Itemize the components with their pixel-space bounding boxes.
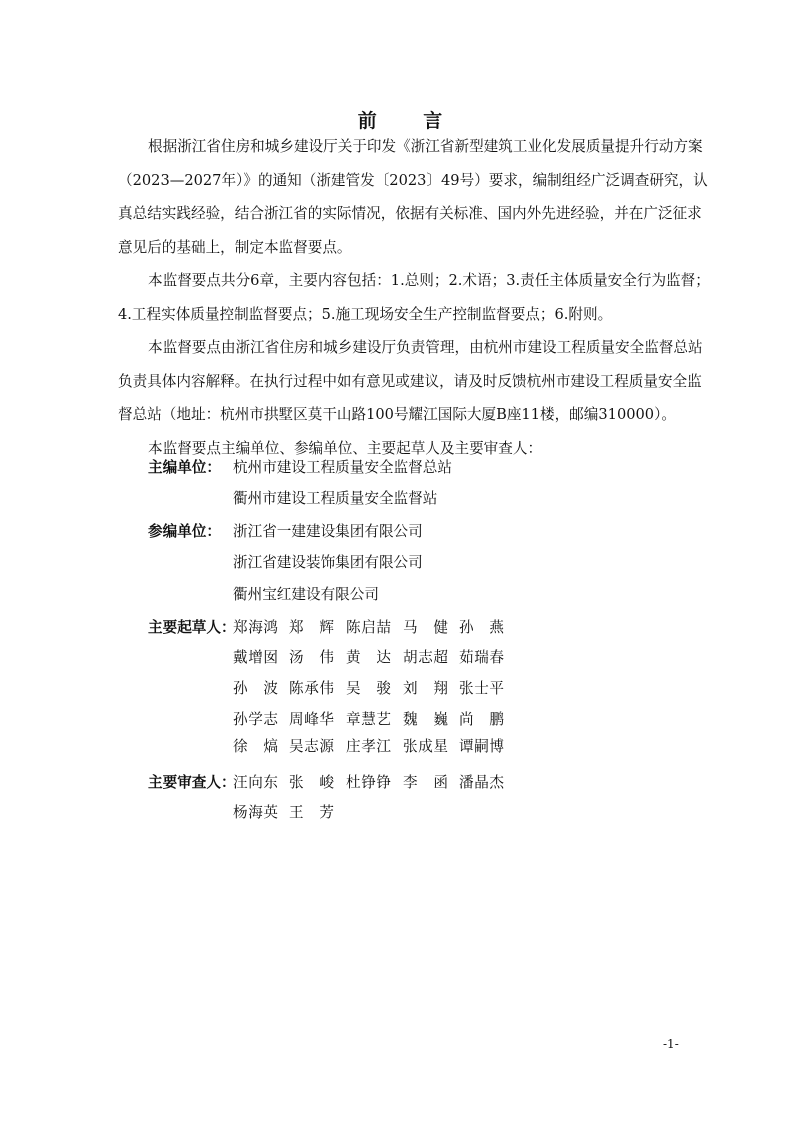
paragraph-line: 负责具体内容解释。在执行过程中如有意见或建议，请及时反馈杭州市建设工程质量安全监	[118, 372, 702, 390]
paragraph-line: 4.工程实体质量控制监督要点；5.施工现场安全生产控制监督要点；6.附则。	[118, 305, 613, 323]
drafters-label: 主要起草人：	[148, 619, 236, 636]
person-name: 杜铮铮	[346, 774, 391, 791]
person-name: 吴 骏	[346, 680, 391, 697]
paragraph-line: 意见后的基础上，制定本监督要点。	[118, 238, 352, 256]
chief_units-label: 主编单位：	[148, 459, 221, 476]
person-name: 胡志超	[403, 649, 448, 666]
person-name: 魏 巍	[403, 711, 448, 728]
person-name: 杨海英	[233, 804, 278, 821]
chief_units-item: 杭州市建设工程质量安全监督总站	[233, 459, 452, 476]
person-name: 张成星	[403, 738, 448, 755]
paragraph-line: 本监督要点主编单位、参编单位、主要起草人及主要审查人：	[148, 439, 543, 457]
person-name: 张士平	[459, 680, 504, 697]
person-name: 章慧艺	[346, 711, 391, 728]
participating_units-item: 浙江省一建建设集团有限公司	[233, 523, 423, 540]
paragraph-line: 本监督要点共分6章，主要内容包括：1.总则；2.术语；3.责任主体质量安全行为监督；	[148, 272, 710, 289]
person-name: 李 函	[403, 774, 448, 791]
person-name: 郑 辉	[289, 619, 334, 636]
person-name: 汤 伟	[289, 649, 334, 666]
person-name: 陈承伟	[289, 680, 334, 697]
person-name: 孙 波	[233, 680, 278, 697]
person-name: 孙学志	[233, 711, 278, 728]
page-title: 前 言	[357, 110, 463, 132]
person-name: 陈启喆	[346, 619, 391, 636]
person-name: 徐 熇	[233, 738, 278, 755]
paragraph-line: 真总结实践经验，结合浙江省的实际情况，依据有关标准、国内外先进经验，并在广泛征求	[118, 205, 702, 222]
chief_units-item: 衢州市建设工程质量安全监督站	[233, 490, 438, 507]
person-name: 孙 燕	[459, 619, 504, 636]
person-name: 吴志源	[289, 738, 334, 755]
person-name: 黄 达	[346, 649, 391, 666]
reviewers-label: 主要审查人：	[148, 774, 236, 791]
person-name: 戴增囡	[233, 649, 278, 666]
person-name: 谭嗣博	[459, 738, 504, 755]
paragraph-line: 根据浙江省住房和城乡建设厅关于印发《浙江省新型建筑工业化发展质量提升行动方案	[148, 138, 703, 155]
page-number: -1-	[663, 1037, 679, 1051]
person-name: 茹瑞春	[459, 649, 504, 666]
participating_units-item: 浙江省建设装饰集团有限公司	[233, 554, 423, 571]
person-name: 马 健	[403, 619, 448, 636]
paragraph-line: （2023—2027年）》的通知（浙建管发〔2023〕49号）要求，编制组经广泛调查研究，认	[118, 171, 708, 189]
person-name: 尚 鹏	[459, 711, 504, 728]
person-name: 周峰华	[289, 711, 334, 728]
person-name: 庄孝江	[346, 738, 391, 755]
person-name: 张 峻	[289, 774, 334, 791]
person-name: 汪向东	[233, 774, 278, 791]
participating_units-label: 参编单位：	[148, 523, 221, 540]
paragraph-line: 本监督要点由浙江省住房和城乡建设厅负责管理，由杭州市建设工程质量安全监督总站	[148, 339, 703, 356]
participating_units-item: 衢州宝红建设有限公司	[233, 586, 379, 603]
person-name: 潘晶杰	[459, 774, 504, 791]
person-name: 郑海鸿	[233, 619, 278, 636]
person-name: 王 芳	[289, 804, 334, 821]
paragraph-line: 督总站（地址：杭州市拱墅区莫干山路100号耀江国际大厦B座11楼，邮编310000）。	[118, 406, 676, 423]
person-name: 刘 翔	[403, 680, 448, 697]
